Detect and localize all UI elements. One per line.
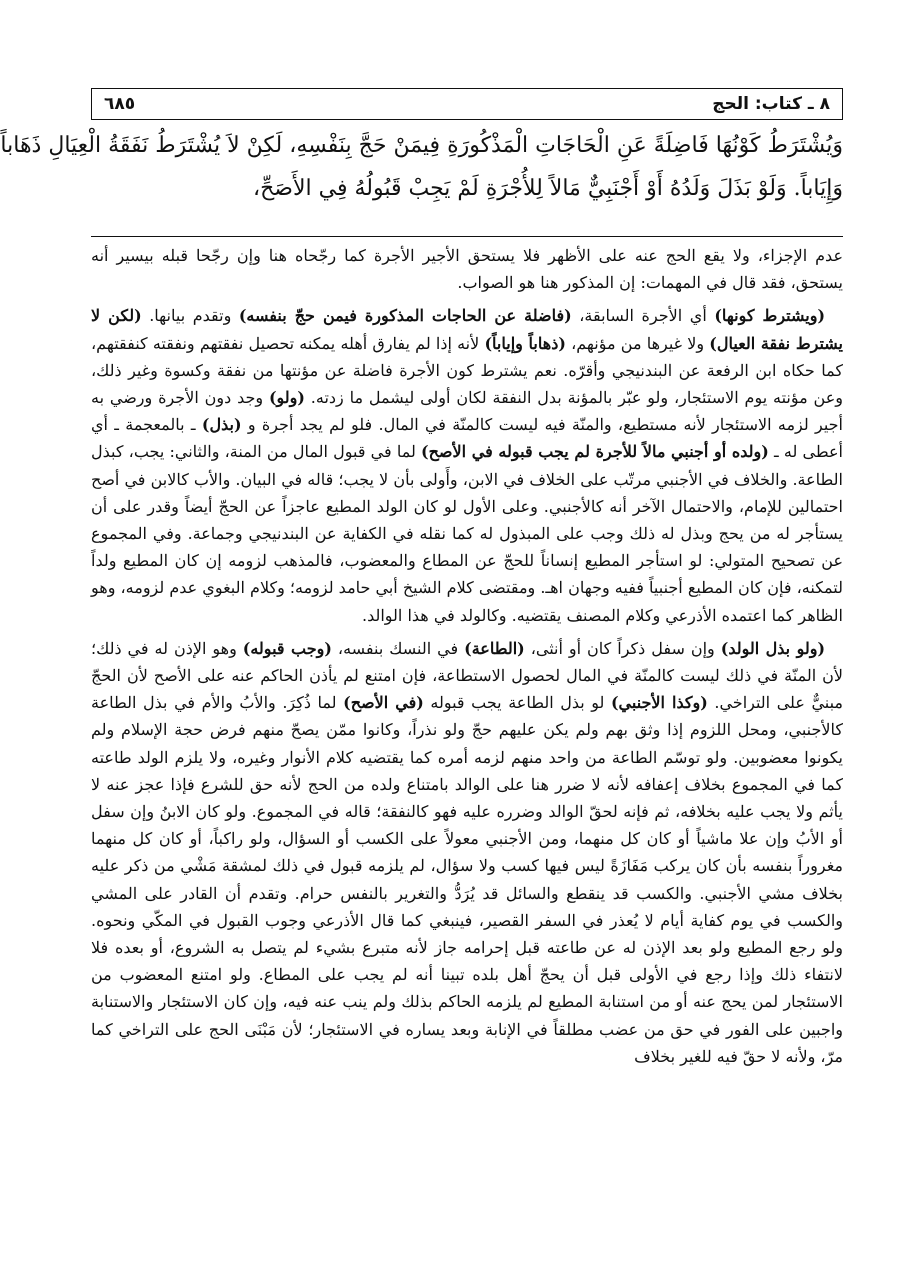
matn-quote: (ولده أو أجنبي مالاً للأجرة لم يجب قبوله في الأصح) [421,442,769,462]
matn-quote: (وكذا الأجنبي) [610,693,708,713]
commentary-text-run: في النسك بنفسه، [331,638,465,658]
matn-quote: (ولو بذل الولد) [720,638,826,658]
commentary-text-run: ـ بالمعجمة ـ أي أعطى له ـ [91,415,844,462]
matn-quote: (لكن لا يشترط نفقة العيال) [91,306,843,353]
commentary-text-run: لما في قبول المال من المنة، والثاني: يجب، كبذل الطاعة. والخلاف في الأجنبي مرتّب على الخلاف في الابن، وأَولى بأن لا يجب؛ قاله في البيان. والأب كالابن في أصح احتمالين للإمام، والاحتمال الآخر أنه كالأجنبي. وعلى الأول لو كان الولد المطيع عاجزاً عن الحجّ أيضاً وقدر على أن يستأجر له من يحج وبذل له ذلك وجب على المبذول له كما نقله في الكفاية عن البندنيجي وجماعة. وفي المجموع عن تصحيح المتولي: لو استأجر المطيع إنساناً للحجّ عن المطاع والمعضوب، فالمذهب لزومه إن كان المطيع ولداً لتمكنه، فإن كان المطيع أجنبياً ففيه وجهان اهـ. ومقتضى كلام الشيخ أبي حامد لزومه؛ وكلام البغوي عدم لزومه، وهو الظاهر كما اعتمده الأذرعي وكلام المصنف يقتضيه. وكالولد في هذا الوالد. [91,442,844,625]
commentary-paragraph [91,302,843,628]
commentary-text-run: لما ذُكِرَ. والأبُ والأم في بذل الطاعة كالأجنبي، ومحل اللزوم إذا وثق بهم ولم يكن عليهم حجّ ولو نذراً، وكانوا ممّن يصحّ منهم فرض حجة الإسلام ولم يكونوا معضوبين. ولو توسّم الطاعة من واحد منهم لزمه أمره كما يقتضيه كلام الأنوار وغيره، ولا يلزم الولد طاعته كما في المجموع بخلاف إعفافه لأنه لا ضرر هنا على الوالد بامتناع ولده من الحج لأنه حق للشرع فإذا عجز عنه لا يأثم ولا يجب عليه بخلافه، ثم فإنه لحقّ الوالد وضرره عليه فهو كالنفقة؛ قاله في المجموع. ولو كان الابنُ وإن سفل أو الأبُ وإن علا ماشياً أو كان كل منهما، ومن الأجنبي معولاً على الكسب أو السؤال، ولو راكباً، أو كان كل منهما مغروراً بنفسه بأن كان يركب مَفَازَةً ليس فيها كسب ولا سؤال، لم يلزمه قبول في ذلك لمشقة مَشْي من ذكر عليه بخلاف مشي الأجنبي. والكسب قد ينقطع والسائل قد يُرَدُّ والتغرير بالنفس حرام. وتقدم أن القادر على المشي والكسب في يوم كفاية أيام لا يُعذر في السفر القصير، فينبغي كما قال الأذرعي وجوب القبول في المكّي ونحوه. ولو رجع المطيع ولو بعد الإذن له عن طاعته قبل إحرامه جاز لأنه متبرع بشيء لم يتصل به الشروع، أو بعده فلا لانتفاء ذلك وإذا رجع في الأولى قبل أن يحجّ أهل بلده تبينا أنه لم يجب على المطاع. ولو امتنع المعضوب من الاستئجار لمن يحج عنه أو من استنابة المطيع لم يلزمه الحاكم بذلك ولم ينب عنه فيه، وإن كان الاستئجار والاستنابة واجبين على الفور في حق من عضب مطلقاً في الإنابة وبعد يساره في الاستئجار؛ لأن مَبْنَى الحج على التراخي كما مرّ، ولأنه لا حقّ فيه للغير بخلاف [91,693,844,1066]
commentary-text [91,242,843,1076]
commentary-text-run: ولا غيرها من مؤنهم، [565,333,710,353]
matn-quote: (ويشترط كونها) [714,306,826,326]
matn-quote: (وجب قبوله) [242,638,332,658]
page-number: ٦٨٥ [104,94,136,114]
matn-line: وَإِيَاباً. وَلَوْ بَذَلَ وَلَدُهُ أَوْ أَجْنَبِيٌّ مَالاً لِلأُجْرَةِ لَمْ يَجِبْ قَبُولُهُ فِي الأَصَحِّ، [252,176,843,201]
matn-text [0,124,843,210]
matn-quote: (ولو) [268,388,305,408]
commentary-text-run: وتقدم بيانها. [141,306,239,326]
matn-quote: (بذل) [201,415,242,435]
running-header [91,88,843,120]
matn-line: وَيُشْتَرَطُ كَوْنُهَا فَاضِلَةً عَنِ الْحَاجَاتِ الْمَذْكُورَةِ فِيمَنْ حَجَّ بِنَفْسِهِ، لَكِنْ لاَ يُشْتَرَطُ نَفَقَةُ الْعِيَالِ ذَهَاباً [0,133,843,158]
commentary-text-run: أي الأجرة السابقة، [571,306,715,326]
commentary-text-run: وإن سفل ذكراً كان أو أنثى، [524,638,721,658]
commentary-text-run: وهو الإذن له في ذلك؛ لأن المنّة في ذلك ليست كالمنّة في المال لحصول الاستطاعة، فإن امتنع لم يأذن الحاكم عنه على الأصح لأن الحجّ مبنيٌّ على التراخي. [91,638,843,713]
matn-quote: (فاضلة عن الحاجات المذكورة فيمن حجّ بنفسه) [238,306,572,326]
section-divider [91,236,843,237]
chapter-title: ٨ ـ كتاب: الحج [712,94,830,114]
matn-quote: (ذهاباً وإياباً) [484,333,566,353]
commentary-text-run: لأنه إذا لم يفارق أهله يمكنه تحصيل نفقتهم ونفقته كنفقتهم، كما حكاه ابن الرفعة عن البندنيجي وأقرّه. نعم يشترط كون الأجرة فاضلة عن مؤنتها من نفقة وكسوة وغير ذلك، وعن مؤنته يوم الاستئجار، ولو عبّر بالمؤنة بدل النفقة لكان أولى ليشمل ما زدته. [91,333,844,408]
commentary-text-run: وجد دون الأجرة ورضي به أجير لزمه الاستئجار لأنه مستطيع، والمنّة فيه ليست كالمنّة في المال. فلو لم يجد أجرة و [91,388,844,435]
matn-quote: (في الأصح) [343,693,424,713]
commentary-paragraph [91,242,843,296]
commentary-text-run: عدم الإجزاء، ولا يقع الحج عنه على الأظهر فلا يستحق الأجير الأجرة كما رجّحاه هنا وإن رجّحا قبله بيسير أنه يستحق، فقد قال في المهمات: إن المذكور هنا هو الصواب. [91,246,843,293]
matn-quote: (الطاعة) [464,638,525,658]
commentary-text-run: لو بذل الطاعة يجب قبوله [423,693,611,713]
commentary-paragraph [91,635,843,1070]
